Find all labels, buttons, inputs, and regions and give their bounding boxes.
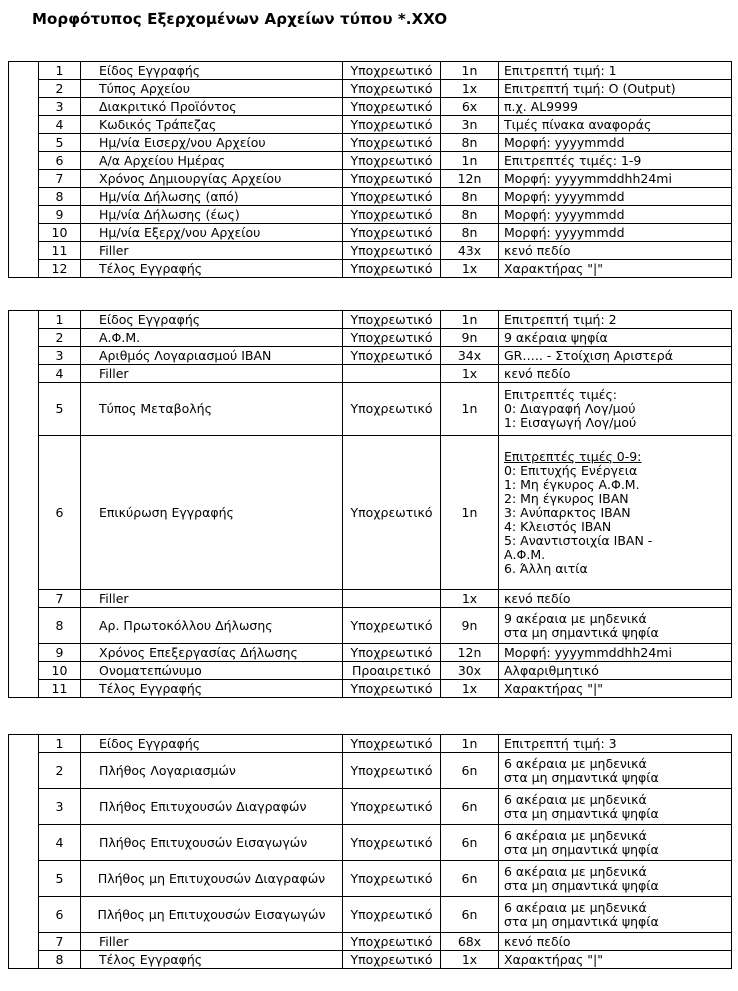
- field-description: [499, 365, 732, 383]
- field-description-line: Χαρακτήρας "|": [504, 951, 603, 967]
- field-number: 4: [39, 825, 81, 861]
- field-number: 11: [39, 680, 81, 698]
- field-description: [499, 80, 732, 98]
- table-row: [9, 62, 732, 80]
- table-row: [9, 897, 732, 933]
- field-description-line: 4: Κλειστός IBAN: [504, 518, 612, 534]
- field-requirement: Υποχρεωτικό: [343, 680, 441, 698]
- field-description: [499, 951, 732, 969]
- field-number: 2: [39, 329, 81, 347]
- field-name: Τέλος Εγγραφής: [81, 951, 343, 969]
- table-row: [9, 436, 732, 590]
- field-description-line: Χαρακτήρας "|": [504, 680, 603, 696]
- field-description-line: στα μη σημαντικά ψηφία: [504, 913, 659, 929]
- field-requirement: Υποχρεωτικό: [343, 825, 441, 861]
- field-name: Αρ. Πρωτοκόλλου Δήλωσης: [81, 608, 343, 644]
- field-requirement: Υποχρεωτικό: [343, 224, 441, 242]
- field-length: 12n: [441, 644, 499, 662]
- field-requirement: Υποχρεωτικό: [343, 311, 441, 329]
- field-description: [499, 897, 732, 933]
- field-description-line: 6 ακέραια με μηδενικά: [504, 755, 647, 771]
- table-row: [9, 608, 732, 644]
- field-length: 68x: [441, 933, 499, 951]
- field-description-line: 1: Εισαγωγή Λογ/μού: [504, 415, 637, 430]
- field-name: Επικύρωση Εγγραφής: [81, 436, 343, 590]
- field-description: [499, 753, 732, 789]
- field-requirement: Υποχρεωτικό: [343, 897, 441, 933]
- field-name: Τέλος Εγγραφής: [81, 680, 343, 698]
- field-name: Πλήθος μη Επιτυχουσών Διαγραφών: [81, 861, 343, 897]
- field-description-line: στα μη σημαντικά ψηφία: [504, 805, 659, 821]
- table-row: [9, 383, 732, 436]
- field-name: Filler: [81, 365, 343, 383]
- field-length: 1x: [441, 365, 499, 383]
- field-length: 6n: [441, 825, 499, 861]
- table-row: [9, 134, 732, 152]
- field-name: Ημ/νία Δήλωσης (από): [81, 188, 343, 206]
- field-length: 1n: [441, 383, 499, 436]
- table-row: [9, 224, 732, 242]
- field-description: [499, 662, 732, 680]
- field-description-line: Μορφή: yyyymmdd: [504, 206, 625, 222]
- field-requirement: Υποχρεωτικό: [343, 383, 441, 436]
- field-length: 1n: [441, 735, 499, 753]
- field-number: 5: [39, 383, 81, 436]
- field-length: 6n: [441, 753, 499, 789]
- field-description: [499, 347, 732, 365]
- table-row: [9, 680, 732, 698]
- field-name: Διακριτικό Προϊόντος: [81, 98, 343, 116]
- field-requirement: Υποχρεωτικό: [343, 861, 441, 897]
- field-description-line: 6 ακέραια με μηδενικά: [504, 791, 647, 807]
- field-name: Είδος Εγγραφής: [81, 62, 343, 80]
- field-name: Κωδικός Τράπεζας: [81, 116, 343, 134]
- field-name: Είδος Εγγραφής: [81, 735, 343, 753]
- table-row: [9, 98, 732, 116]
- field-requirement: Υποχρεωτικό: [343, 753, 441, 789]
- field-length: 1x: [441, 590, 499, 608]
- field-length: 6n: [441, 861, 499, 897]
- field-number: 8: [39, 608, 81, 644]
- field-number: 6: [39, 436, 81, 590]
- field-description-line: 6 ακέραια με μηδενικά: [504, 899, 647, 915]
- field-description-line: 5: Αναντιστοιχία IBAN -: [504, 532, 653, 548]
- field-length: 1x: [441, 80, 499, 98]
- field-number: 12: [39, 260, 81, 278]
- field-requirement: Υποχρεωτικό: [343, 789, 441, 825]
- table-row: [9, 80, 732, 98]
- field-length: 9n: [441, 608, 499, 644]
- field-number: 3: [39, 347, 81, 365]
- field-name: Αριθμός Λογαριασμού IBAN: [81, 347, 343, 365]
- field-number: 1: [39, 62, 81, 80]
- field-description: [499, 789, 732, 825]
- field-description-line: Μορφή: yyyymmdd: [504, 134, 625, 150]
- field-name: Πλήθος Επιτυχουσών Εισαγωγών: [81, 825, 343, 861]
- table-row: [9, 170, 732, 188]
- field-number: 1: [39, 311, 81, 329]
- field-name: Τύπος Μεταβολής: [81, 383, 343, 436]
- field-description-line: Επιτρεπτές τιμές: 1-9: [504, 152, 642, 168]
- field-description: [499, 134, 732, 152]
- table-row: [9, 329, 732, 347]
- field-description-line: Επιτρεπτή τιμή: 2: [504, 311, 617, 327]
- page-title: Μορφότυπος Εξερχομένων Αρχείων τύπου *.XXO: [32, 10, 448, 28]
- field-requirement: Υποχρεωτικό: [343, 242, 441, 260]
- field-description-line: στα μη σημαντικά ψηφία: [504, 841, 659, 857]
- field-description-line: στα μη σημαντικά ψηφία: [504, 624, 659, 640]
- field-length: 1x: [441, 260, 499, 278]
- table-row: [9, 590, 732, 608]
- field-description-line: π.χ. AL9999: [504, 98, 578, 114]
- field-name: Τύπος Αρχείου: [81, 80, 343, 98]
- field-requirement: Υποχρεωτικό: [343, 206, 441, 224]
- field-length: 6x: [441, 98, 499, 116]
- field-length: 30x: [441, 662, 499, 680]
- field-description: [499, 242, 732, 260]
- field-description: [499, 188, 732, 206]
- field-number: 4: [39, 365, 81, 383]
- field-name: Χρόνος Δημιουργίας Αρχείου: [81, 170, 343, 188]
- table-row: [9, 206, 732, 224]
- field-number: 6: [39, 152, 81, 170]
- table-row: [9, 116, 732, 134]
- field-length: 9n: [441, 329, 499, 347]
- field-length: 1n: [441, 62, 499, 80]
- field-number: 3: [39, 789, 81, 825]
- field-requirement: Υποχρεωτικό: [343, 152, 441, 170]
- field-name: Filler: [81, 242, 343, 260]
- field-requirement: [343, 365, 441, 383]
- field-description-line: Μορφή: yyyymmddhh24mi: [504, 644, 672, 660]
- field-number: 2: [39, 753, 81, 789]
- field-length: 6n: [441, 897, 499, 933]
- field-requirement: [343, 590, 441, 608]
- field-name: Filler: [81, 933, 343, 951]
- field-length: 1n: [441, 152, 499, 170]
- field-requirement: Υποχρεωτικό: [343, 260, 441, 278]
- field-description-line: Α.Φ.Μ.: [504, 546, 546, 562]
- field-length: 8n: [441, 206, 499, 224]
- field-requirement: Προαιρετικό: [343, 662, 441, 680]
- field-description: [499, 98, 732, 116]
- field-requirement: Υποχρεωτικό: [343, 62, 441, 80]
- field-description-line: 1: Μη έγκυρος Α.Φ.Μ.: [504, 476, 640, 492]
- field-description: [499, 116, 732, 134]
- table-row: [9, 242, 732, 260]
- field-number: 11: [39, 242, 81, 260]
- field-name: Filler: [81, 590, 343, 608]
- field-description-line: 2: Μη έγκυρος IBAN: [504, 490, 629, 506]
- field-number: 1: [39, 735, 81, 753]
- field-length: 8n: [441, 134, 499, 152]
- field-number: 10: [39, 662, 81, 680]
- table-row: [9, 662, 732, 680]
- field-number: 6: [39, 897, 81, 933]
- field-description-line: 6. Άλλη αιτία: [504, 560, 588, 576]
- field-description-line: Χαρακτήρας "|": [504, 260, 603, 276]
- field-description: [499, 224, 732, 242]
- field-length: 8n: [441, 224, 499, 242]
- field-number: 9: [39, 644, 81, 662]
- field-description-line: Επιτρεπτές τιμές 0-9:: [504, 448, 642, 464]
- detail-record-table: [8, 310, 732, 698]
- field-requirement: Υποχρεωτικό: [343, 933, 441, 951]
- field-length: 1x: [441, 951, 499, 969]
- field-description: [499, 62, 732, 80]
- field-description-line: κενό πεδίο: [504, 365, 571, 381]
- field-name: Πλήθος μη Επιτυχουσών Εισαγωγών: [81, 897, 343, 933]
- field-requirement: Υποχρεωτικό: [343, 329, 441, 347]
- table-row: [9, 735, 732, 753]
- field-description-line: κενό πεδίο: [504, 590, 571, 606]
- field-name: Α/α Αρχείου Ημέρας: [81, 152, 343, 170]
- field-requirement: Υποχρεωτικό: [343, 735, 441, 753]
- table-row: [9, 188, 732, 206]
- field-description-line: 6 ακέραια με μηδενικά: [504, 863, 647, 879]
- field-number: 10: [39, 224, 81, 242]
- table-row: [9, 933, 732, 951]
- field-length: 34x: [441, 347, 499, 365]
- field-description-line: Αλφαριθμητικό: [504, 662, 599, 678]
- field-description-line: Μορφή: yyyymmdd: [504, 188, 625, 204]
- field-requirement: Υποχρεωτικό: [343, 436, 441, 590]
- field-number: 7: [39, 170, 81, 188]
- field-number: 7: [39, 933, 81, 951]
- field-description: [499, 825, 732, 861]
- field-description-line: στα μη σημαντικά ψηφία: [504, 769, 659, 785]
- field-name: Πλήθος Λογαριασμών: [81, 753, 343, 789]
- field-number: 4: [39, 116, 81, 134]
- table-row: [9, 789, 732, 825]
- detail-section-label: [9, 311, 39, 698]
- field-description-line: 0: Διαγραφή Λογ/μού: [504, 401, 636, 416]
- field-name: Είδος Εγγραφής: [81, 311, 343, 329]
- field-description: [499, 680, 732, 698]
- field-requirement: Υποχρεωτικό: [343, 644, 441, 662]
- field-description-line: Επιτρεπτή τιμή: 1: [504, 62, 617, 78]
- field-length: 8n: [441, 188, 499, 206]
- field-requirement: Υποχρεωτικό: [343, 951, 441, 969]
- field-description-line: Επιτρεπτές τιμές:: [504, 387, 618, 402]
- field-description-line: 3: Ανύπαρκτος IBAN: [504, 504, 631, 520]
- field-name: Α.Φ.Μ.: [81, 329, 343, 347]
- field-name: Τέλος Εγγραφής: [81, 260, 343, 278]
- field-name: Ημ/νία Εισερχ/νου Αρχείου: [81, 134, 343, 152]
- field-description-line: 9 ακέραια ψηφία: [504, 329, 608, 345]
- field-description: [499, 861, 732, 897]
- table-row: [9, 644, 732, 662]
- table-row: [9, 861, 732, 897]
- field-length: 12n: [441, 170, 499, 188]
- field-description-line: στα μη σημαντικά ψηφία: [504, 877, 659, 893]
- field-description: [499, 152, 732, 170]
- field-description-line: κενό πεδίο: [504, 242, 571, 258]
- field-requirement: Υποχρεωτικό: [343, 80, 441, 98]
- field-number: 7: [39, 590, 81, 608]
- field-number: 5: [39, 134, 81, 152]
- trailer-section-label: [9, 735, 39, 969]
- field-description-line: Επιτρεπτή τιμή: 3: [504, 735, 617, 751]
- field-name: Ημ/νία Δήλωσης (έως): [81, 206, 343, 224]
- field-description: [499, 644, 732, 662]
- field-description: [499, 436, 732, 590]
- field-length: 1n: [441, 436, 499, 590]
- table-row: [9, 365, 732, 383]
- table-row: [9, 260, 732, 278]
- header-table: [8, 61, 732, 278]
- trailer-table: [8, 734, 732, 969]
- field-description: [499, 206, 732, 224]
- field-requirement: Υποχρεωτικό: [343, 170, 441, 188]
- table-row: [9, 825, 732, 861]
- field-description-line: 6 ακέραια με μηδενικά: [504, 827, 647, 843]
- field-description: [499, 329, 732, 347]
- field-length: 1n: [441, 311, 499, 329]
- header-section-label: [9, 62, 39, 278]
- field-number: 8: [39, 951, 81, 969]
- field-description: [499, 383, 732, 436]
- field-description: [499, 735, 732, 753]
- field-description: [499, 590, 732, 608]
- field-description-line: Επιτρεπτή τιμή: O (Output): [504, 80, 676, 96]
- table-row: [9, 951, 732, 969]
- field-description-line: Τιμές πίνακα αναφοράς: [504, 116, 652, 132]
- field-number: 2: [39, 80, 81, 98]
- field-description: [499, 311, 732, 329]
- field-name: Χρόνος Επεξεργασίας Δήλωσης: [81, 644, 343, 662]
- field-name: Ημ/νία Εξερχ/νου Αρχείου: [81, 224, 343, 242]
- field-requirement: Υποχρεωτικό: [343, 188, 441, 206]
- table-row: [9, 347, 732, 365]
- field-number: 9: [39, 206, 81, 224]
- field-requirement: Υποχρεωτικό: [343, 134, 441, 152]
- field-description-line: Μορφή: yyyymmddhh24mi: [504, 170, 672, 186]
- field-description-line: GR….. - Στοίχιση Αριστερά: [504, 347, 673, 363]
- field-requirement: Υποχρεωτικό: [343, 608, 441, 644]
- table-row: [9, 753, 732, 789]
- field-number: 5: [39, 861, 81, 897]
- table-row: [9, 152, 732, 170]
- field-number: 8: [39, 188, 81, 206]
- field-length: 43x: [441, 242, 499, 260]
- field-description-line: κενό πεδίο: [504, 933, 571, 949]
- field-length: 3n: [441, 116, 499, 134]
- field-description-line: 9 ακέραια με μηδενικά: [504, 610, 647, 626]
- table-row: [9, 311, 732, 329]
- field-description-line: 0: Επιτυχής Ενέργεια: [504, 462, 638, 478]
- field-description-line: Μορφή: yyyymmdd: [504, 224, 625, 240]
- field-length: 6n: [441, 789, 499, 825]
- field-length: 1x: [441, 680, 499, 698]
- field-requirement: Υποχρεωτικό: [343, 98, 441, 116]
- field-name: Ονοματεπώνυμο: [81, 662, 343, 680]
- field-description: [499, 170, 732, 188]
- field-description: [499, 260, 732, 278]
- field-requirement: Υποχρεωτικό: [343, 347, 441, 365]
- field-number: 3: [39, 98, 81, 116]
- field-description: [499, 608, 732, 644]
- field-name: Πλήθος Επιτυχουσών Διαγραφών: [81, 789, 343, 825]
- field-requirement: Υποχρεωτικό: [343, 116, 441, 134]
- field-description: [499, 933, 732, 951]
